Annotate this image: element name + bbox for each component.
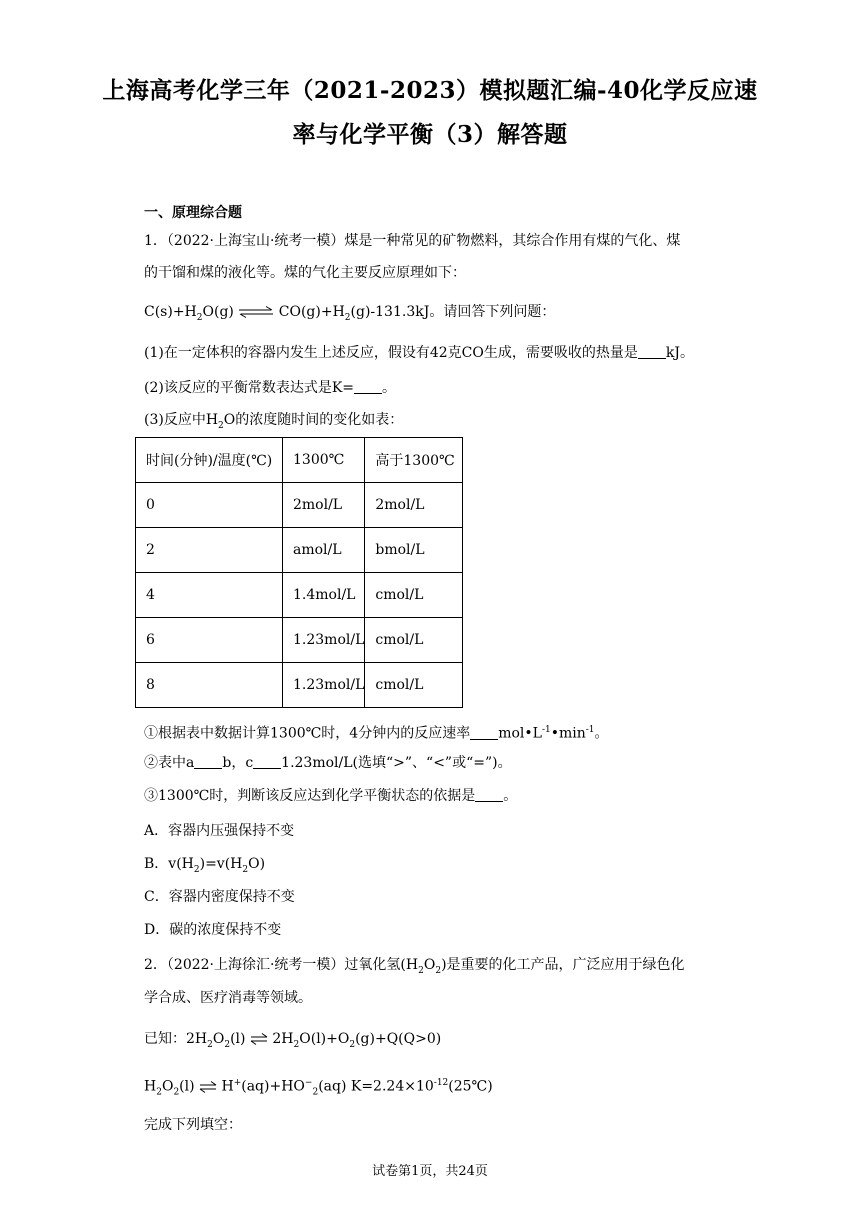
table-cell: 2 [136,528,283,573]
table-cell: bmol/L [365,528,463,573]
equilibrium-arrow-icon [199,1081,217,1093]
table-header-cell: 时间(分钟)/温度(℃) [136,438,283,483]
answer-blank [354,379,382,394]
table-row [136,573,463,618]
q2-intro-line2: 学合成、医疗消毒等领域。 [144,990,312,1006]
answer-blank [253,754,281,769]
option-c: C．容器内密度保持不变 [144,889,295,905]
table-header-cell: 1300℃ [283,438,365,483]
section-heading: 一、原理综合题 [144,205,242,221]
answer-blank [475,787,503,802]
table-cell: 1.23mol/L [283,618,365,663]
concentration-table [135,437,463,708]
document-title-line1: 上海高考化学三年（2021-2023）模拟题汇编-40化学反应速 [102,77,758,104]
q1-part3: (3)反应中$H_2O$的浓度随时间的变化如表： [144,412,404,431]
document-title-line2: 率与化学平衡（3）解答题 [292,121,568,148]
q2-intro-line1: 2．（2022·上海徐汇·统考一模）过氧化氢$(H_2O_2)$是重要的化工产品，广泛应用于绿色化 [144,957,685,976]
table-cell: cmol/L [365,663,463,708]
equilibrium-arrow-icon [238,306,274,318]
q2-fill-instruction: 完成下列填空： [144,1117,242,1133]
answer-blank [638,344,666,359]
table-cell: 1.4mol/L [283,573,365,618]
table-cell: cmol/L [365,618,463,663]
q1-intro-line2: 的干馏和煤的液化等。煤的气化主要反应原理如下： [144,265,466,281]
table-cell: 2mol/L [365,483,463,528]
q1-sub1: ①根据表中数据计算1300℃时，4分钟内的反应速率 $mol•L^{-1}•\min^{-1}$。 [144,725,609,742]
table-row [136,528,463,573]
table-cell: 0 [136,483,283,528]
equilibrium-arrow-icon [250,1033,268,1045]
table-cell: 2mol/L [283,483,365,528]
table-header-cell: 高于1300℃ [365,438,463,483]
table-cell: 4 [136,573,283,618]
option-d: D．碳的浓度保持不变 [144,922,282,938]
option-a: A．容器内压强保持不变 [144,823,295,839]
q2-ionization-equation: $H_2O_2(l)$ $H^+(aq)+HO^-_2(aq)$ $K=2.24\times 10^{-12}(25℃)$ [144,1078,493,1098]
q2-known-equation: 已知：$2H_2O_2(l)$ $2H_2O(l)+O_2(g)+Q(Q>0)$ [144,1031,442,1050]
q1-sub2: ②表中a b，c 1.23mol/L(选填“>”、“<”或“=”)。 [144,755,512,771]
answer-blank [194,754,222,769]
table-row [136,618,463,663]
q1-part1: (1)在一定体积的容器内发生上述反应，假设有42克CO生成，需要吸收的热量是 kJ。 [144,345,694,361]
answer-blank [470,725,498,740]
option-b: B．$v(H_2)=v(H_2O)$ [144,856,266,875]
table-header-row [136,438,463,483]
table-cell: 6 [136,618,283,663]
table-cell: 1.23mol/L [283,663,365,708]
table-cell: cmol/L [365,573,463,618]
table-cell: 8 [136,663,283,708]
page-footer: 试卷第1页，共24页 [372,1164,488,1179]
q1-intro-line1: 1．（2022·上海宝山·统考一模）煤是一种常见的矿物燃料，其综合作用有煤的气化、煤 [144,233,681,249]
table-row [136,483,463,528]
table-row [136,663,463,708]
q1-part2: (2)该反应的平衡常数表达式是K= 。 [144,380,397,396]
table-cell: amol/L [283,528,365,573]
q1-equation: $C(s)+H_2O(g)$ $CO(g)+H_2(g)-131.3kJ$。请回答下列问题： [144,304,556,323]
q1-sub3: ③1300℃时，判断该反应达到化学平衡状态的依据是 。 [144,788,518,804]
